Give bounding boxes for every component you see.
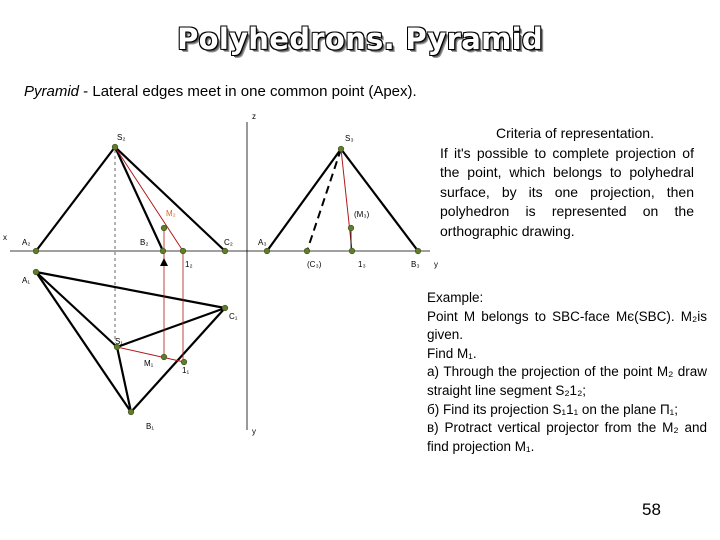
example-line: б) Find its projection S₁1₁ on the plane П₁;: [427, 401, 678, 417]
axis-label-y-right: y: [434, 260, 438, 269]
example-text-block: [427, 289, 707, 456]
points: [33, 144, 421, 415]
point-s3: [338, 146, 344, 152]
point-a2: [33, 248, 39, 254]
criteria-heading: Criteria of representation.: [496, 125, 654, 141]
label-s1: S₁: [115, 337, 124, 346]
point-a1: [33, 269, 39, 275]
edge-s3-c3-hidden: [307, 149, 341, 251]
label-b1: B₁: [146, 422, 155, 431]
example-line: Find M₁.: [427, 345, 477, 361]
horizontal-projection: [36, 272, 225, 412]
example-line: в) Protract vertical projector from the M₂ and find projection M₁.: [427, 420, 707, 454]
example-line: Example:: [427, 290, 484, 305]
label-a3: A₃: [258, 238, 267, 247]
example-line: а) Through the projection of the point M₂ draw straight line segment S₂1₂;: [427, 364, 707, 398]
point-s2: [112, 144, 118, 150]
label-c1: C₁: [229, 312, 238, 321]
label-m2: M₂: [166, 209, 176, 218]
edge-s3-b3: [341, 149, 418, 251]
point-c1: [222, 305, 228, 311]
criteria-text-block: [440, 124, 694, 241]
definition-term: Pyramid: [24, 83, 80, 100]
point-b3: [415, 248, 421, 254]
point-b1: [128, 409, 134, 415]
label-a1: A₁: [22, 276, 31, 285]
label-m1: M₁: [144, 359, 154, 368]
label-12: 1₂: [185, 260, 193, 269]
label-b2: B₂: [140, 238, 149, 247]
edge-s2-c2: [115, 147, 225, 251]
construction-s2-12: [115, 147, 183, 251]
label-c2: C₂: [224, 238, 233, 247]
slide-title: Polyhedrons. Pyramid: [177, 22, 543, 56]
edge-s1-a1: [36, 272, 117, 347]
page-number: 58: [642, 500, 661, 519]
label-a2: A₂: [22, 238, 31, 247]
criteria-body: If it's possible to complete projection of the point, which belongs to polyhedral surface, by its one projection, then polyhedron is represented on the orthographic drawing.: [440, 144, 694, 239]
construction-s3-13: [341, 149, 352, 251]
axis-label-x: x: [3, 233, 7, 242]
label-13: 1₃: [358, 260, 366, 269]
projector-arrow: [160, 258, 168, 266]
example-line: Point M belongs to SBC-face Mє(SBC). M₂is given.: [427, 308, 707, 343]
point-13: [349, 248, 355, 254]
label-b3: B₃: [411, 260, 420, 269]
edge-a1-c1: [36, 272, 225, 308]
axis-label-y-bottom: y: [252, 427, 256, 436]
point-12: [180, 248, 186, 254]
point-11: [181, 359, 187, 365]
definition-text: - Lateral edges meet in one common point (Apex).: [79, 83, 417, 100]
label-s3: S₃: [345, 134, 354, 143]
point-m1: [161, 354, 167, 360]
point-a3: [264, 248, 270, 254]
label-s2: S₂: [117, 133, 126, 142]
frontal-projection: [36, 147, 225, 251]
label-c3: (C₃): [307, 260, 322, 269]
edge-s2-a2: [36, 147, 115, 251]
label-11: 1₁: [182, 366, 190, 375]
edge-s3-a3: [267, 149, 341, 251]
point-m3: [348, 225, 354, 231]
point-c2: [222, 248, 228, 254]
point-c3: [304, 248, 310, 254]
edge-s2-b2: [115, 147, 163, 251]
point-b2: [160, 248, 166, 254]
axis-label-z: z: [252, 112, 256, 121]
point-m2: [161, 225, 167, 231]
label-m3: (M₃): [354, 210, 370, 219]
